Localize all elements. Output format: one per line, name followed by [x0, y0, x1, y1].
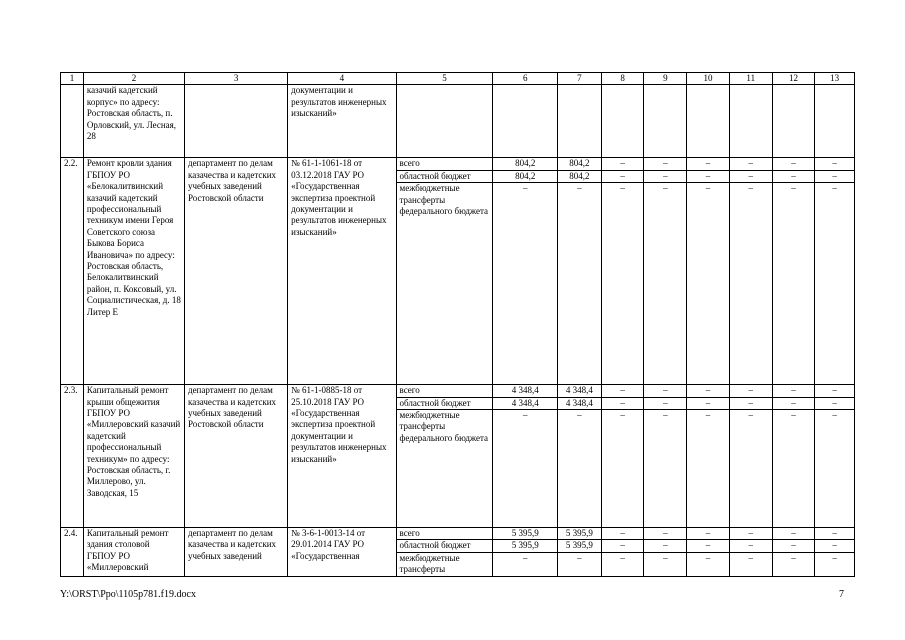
- dash-cell: –: [601, 183, 644, 385]
- dash-cell: –: [644, 397, 687, 409]
- row-number: 2.4.: [61, 528, 84, 577]
- dash-cell: –: [815, 540, 855, 552]
- object-description: Ремонт кровли здания ГБПОУ РО «Белокалитвинский казачий кадетский профессиональный техникум имени Героя Советского союза Быкова Бориса Ивановича» по адресу: Ростовская область, Белокалитвинский район, п. Коксовый, ул. Социалистическая, д. 18 Литер Е: [83, 158, 184, 385]
- dash-cell: –: [687, 528, 730, 540]
- dash-cell: –: [601, 158, 644, 170]
- budget-table: [60, 72, 855, 577]
- dash-cell: –: [601, 385, 644, 397]
- dash-cell: –: [557, 183, 601, 385]
- dash-cell: –: [493, 410, 558, 528]
- dash-cell: –: [601, 552, 644, 576]
- dash-cell: –: [493, 183, 558, 385]
- dash-cell: –: [772, 158, 815, 170]
- value-cell: 804,2: [493, 158, 558, 170]
- column-number: 10: [687, 73, 730, 85]
- dash-cell: –: [729, 183, 772, 385]
- column-number: 1: [61, 73, 84, 85]
- row-number: 2.2.: [61, 158, 84, 385]
- dash-cell: –: [557, 552, 601, 576]
- dash-cell: –: [601, 540, 644, 552]
- dash-cell: –: [687, 385, 730, 397]
- object-description: Капитальный ремонт здания столовой ГБПОУ РО «Миллеровский: [83, 528, 184, 577]
- dash-cell: –: [815, 170, 855, 182]
- column-number: 2: [83, 73, 184, 85]
- dash-cell: –: [644, 385, 687, 397]
- value-cell: 804,2: [557, 158, 601, 170]
- source-federal: межбюджетные трансферты федерального бюджета: [396, 183, 493, 385]
- dash-cell: –: [772, 410, 815, 528]
- dash-cell: –: [772, 552, 815, 576]
- dash-cell: –: [815, 410, 855, 528]
- value-cell: 804,2: [557, 170, 601, 182]
- row-number: 2.3.: [61, 385, 84, 528]
- dash-cell: –: [687, 170, 730, 182]
- value-cell: 5 395,9: [493, 540, 558, 552]
- source-regional: областной бюджет: [396, 397, 493, 409]
- dash-cell: –: [601, 410, 644, 528]
- source-federal: межбюджетные трансферты: [396, 552, 493, 576]
- dash-cell: –: [687, 540, 730, 552]
- dash-cell: –: [729, 528, 772, 540]
- dash-cell: –: [644, 410, 687, 528]
- dash-cell: –: [687, 158, 730, 170]
- dash-cell: –: [644, 158, 687, 170]
- dash-cell: –: [772, 183, 815, 385]
- value-cell: 5 395,9: [557, 528, 601, 540]
- expertise-description: № 3-6-1-0013-14 от 29.01.2014 ГАУ РО «Государственная: [288, 528, 396, 577]
- column-number: 4: [288, 73, 396, 85]
- dash-cell: –: [729, 170, 772, 182]
- source-total: всего: [396, 158, 493, 170]
- table-row-continuation: [61, 85, 855, 158]
- dash-cell: –: [687, 183, 730, 385]
- dash-cell: –: [729, 552, 772, 576]
- column-number: 8: [601, 73, 644, 85]
- dash-cell: –: [729, 385, 772, 397]
- value-cell: 804,2: [493, 170, 558, 182]
- column-number: 11: [729, 73, 772, 85]
- value-cell: 5 395,9: [557, 540, 601, 552]
- dash-cell: –: [601, 528, 644, 540]
- dash-cell: –: [644, 540, 687, 552]
- page-number: 7: [839, 589, 844, 600]
- dash-cell: –: [644, 170, 687, 182]
- dash-cell: –: [815, 528, 855, 540]
- dash-cell: –: [729, 397, 772, 409]
- source-regional: областной бюджет: [396, 540, 493, 552]
- dash-cell: –: [772, 540, 815, 552]
- value-cell: 4 348,4: [493, 385, 558, 397]
- dash-cell: –: [644, 528, 687, 540]
- dash-cell: –: [815, 385, 855, 397]
- value-cell: 5 395,9: [493, 528, 558, 540]
- table-row: [61, 385, 855, 397]
- table-row: [61, 528, 855, 540]
- column-number: 12: [772, 73, 815, 85]
- expertise-description: № 61-1-0885-18 от 25.10.2018 ГАУ РО «Государственная экспертиза проектной документации и результатов инженерных изысканий»: [288, 385, 396, 528]
- dash-cell: –: [644, 183, 687, 385]
- value-cell: 4 348,4: [557, 397, 601, 409]
- object-description: казачий кадетский корпус» по адресу: Ростовская область, п. Орловский, ул. Лесная, 28: [83, 85, 184, 158]
- column-number: 3: [184, 73, 287, 85]
- column-number: 13: [815, 73, 855, 85]
- dash-cell: –: [601, 397, 644, 409]
- dash-cell: –: [687, 397, 730, 409]
- dash-cell: –: [815, 158, 855, 170]
- source-federal: межбюджетные трансферты федерального бюджета: [396, 410, 493, 528]
- dash-cell: –: [729, 158, 772, 170]
- department: департамент по делам казачества и кадетских учебных заведений: [184, 528, 287, 577]
- object-description: Капитальный ремонт крыши общежития ГБПОУ РО «Миллеровский казачий кадетский профессиональный техникум» по адресу: Ростовская область, г. Миллерово, ул. Заводская, 15: [83, 385, 184, 528]
- department: департамент по делам казачества и кадетских учебных заведений Ростовской области: [184, 385, 287, 528]
- column-number: 5: [396, 73, 493, 85]
- dash-cell: –: [644, 552, 687, 576]
- table-row: [61, 158, 855, 170]
- column-number: 7: [557, 73, 601, 85]
- value-cell: 4 348,4: [557, 385, 601, 397]
- dash-cell: –: [557, 410, 601, 528]
- dash-cell: –: [601, 170, 644, 182]
- column-number: 6: [493, 73, 558, 85]
- source-total: всего: [396, 385, 493, 397]
- expertise-description: документации и результатов инженерных изысканий»: [288, 85, 396, 158]
- header-row: [61, 73, 855, 85]
- department: департамент по делам казачества и кадетских учебных заведений Ростовской области: [184, 158, 287, 385]
- source-total: всего: [396, 528, 493, 540]
- dash-cell: –: [687, 552, 730, 576]
- value-cell: 4 348,4: [493, 397, 558, 409]
- expertise-description: № 61-1-1061-18 от 03.12.2018 ГАУ РО «Государственная экспертиза проектной документации и результатов инженерных изысканий»: [288, 158, 396, 385]
- source-regional: областной бюджет: [396, 170, 493, 182]
- dash-cell: –: [729, 410, 772, 528]
- file-path-footer: Y:\ORST\Ppo\1105p781.f19.docx: [60, 589, 196, 600]
- dash-cell: –: [815, 552, 855, 576]
- dash-cell: –: [772, 170, 815, 182]
- column-number: 9: [644, 73, 687, 85]
- dash-cell: –: [687, 410, 730, 528]
- dash-cell: –: [772, 397, 815, 409]
- dash-cell: –: [815, 183, 855, 385]
- dash-cell: –: [493, 552, 558, 576]
- dash-cell: –: [815, 397, 855, 409]
- dash-cell: –: [772, 528, 815, 540]
- dash-cell: –: [772, 385, 815, 397]
- dash-cell: –: [729, 540, 772, 552]
